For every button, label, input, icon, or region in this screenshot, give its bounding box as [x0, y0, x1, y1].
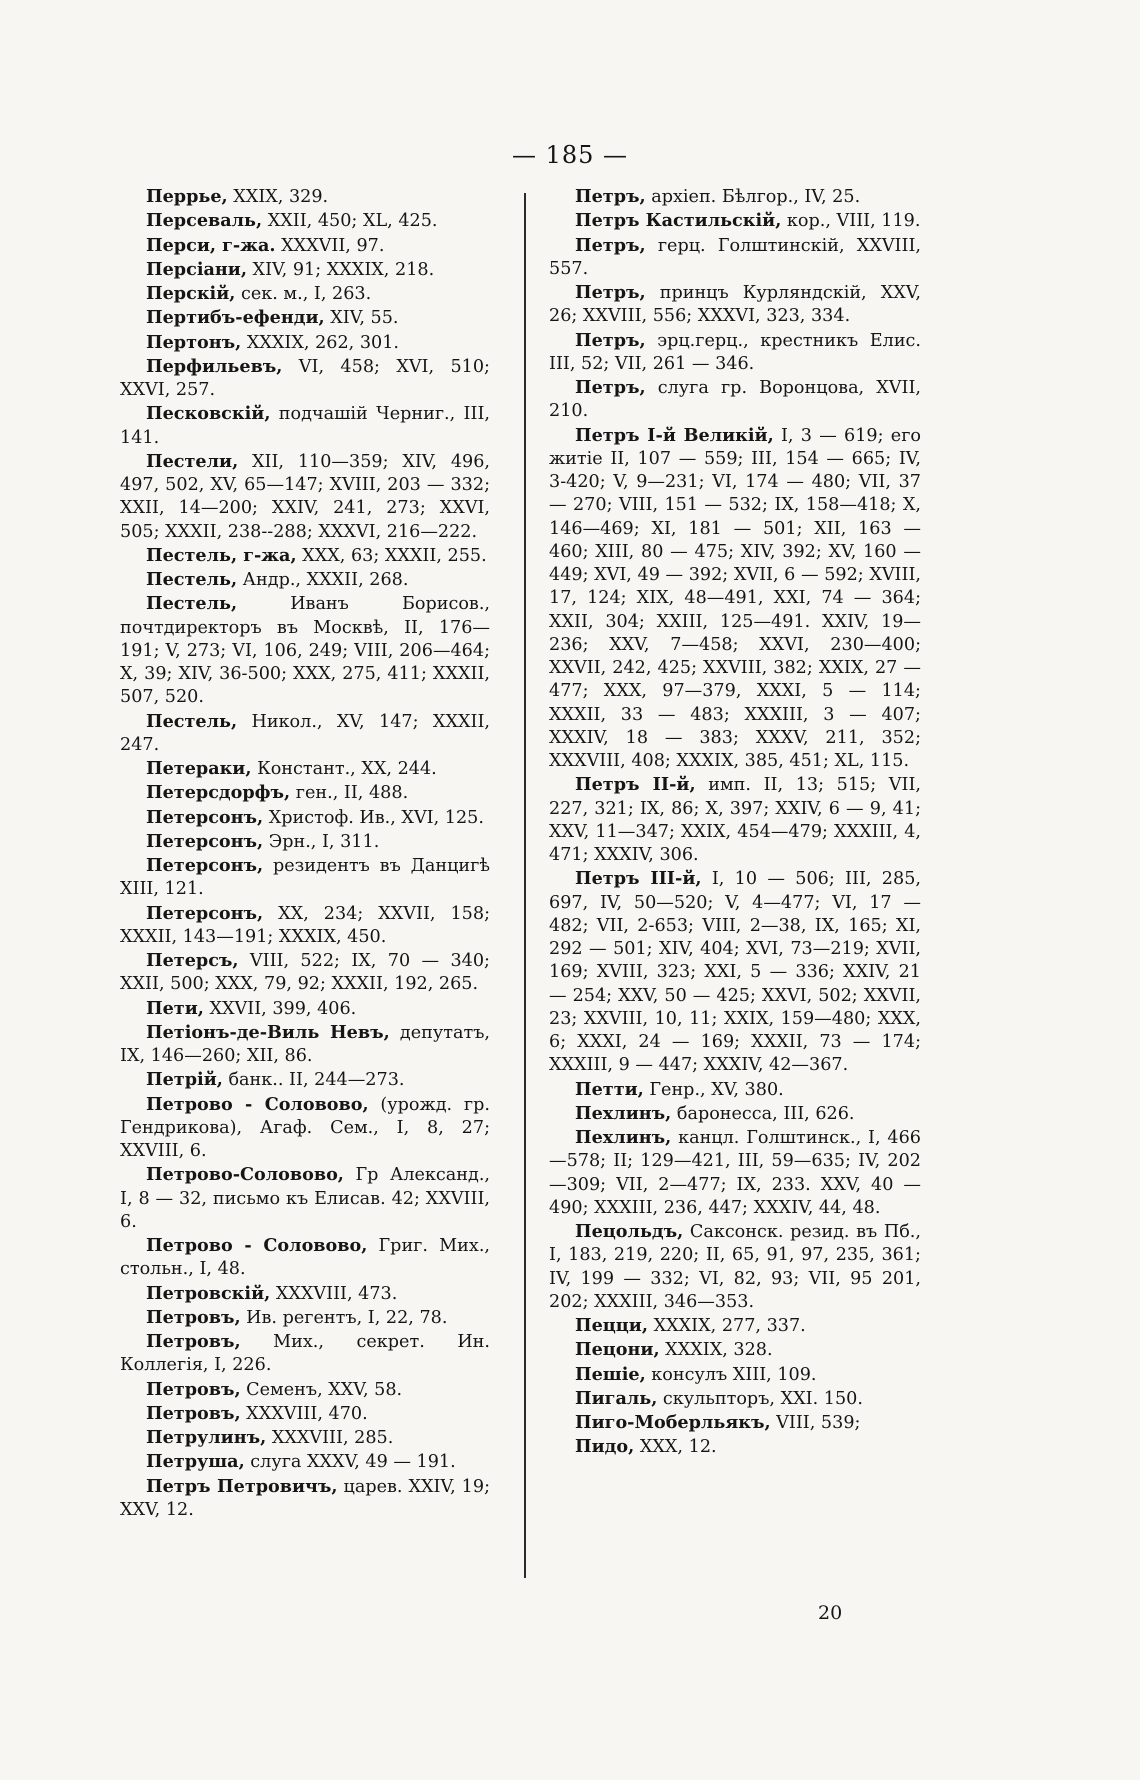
- entry-references: слуга гр. Воронцова, XVII, 210.: [549, 378, 921, 422]
- entry-references: Гр Александ., I, 8 — 32, письмо къ Елисав. 42; XXVIII, 6.: [120, 1165, 490, 1232]
- entry-references: архіеп. Бѣлгор., IV, 25.: [645, 187, 861, 207]
- entry-headword: Петръ,: [575, 234, 646, 256]
- entry-headword: Петрово - Соловово,: [146, 1235, 368, 1256]
- entry-references: Семенъ, XXV, 58.: [240, 1379, 403, 1400]
- entry-headword: Петровъ,: [146, 1331, 241, 1352]
- column-divider: [524, 193, 526, 1578]
- index-entry: [549, 424, 921, 774]
- entry-headword: Петерсдорфъ,: [146, 782, 291, 804]
- entry-references: XX, 234; XXVII, 158; XXXII, 143—191; XXXIX, 450.: [120, 903, 490, 947]
- entry-references: I, 3 — 619; его житіе II, 107 — 559; III, 154 — 665; IV, 3-420; V, 9—231; VI, 174 — 480; VII, 37 — 270; VIII, 151 — 532; IX, 158—418; X, 146—469; XI, 181 — 501; XII, 163 — 460; XIII, 80 — 475; XIV, 392; XV, 160 — 449; XVI, 49 — 392; XVII, 6 — 592; XVIII, 17, 124; XIX, 48—491, XXI, 74 — 364; XXII, 304; XXIII, 125—491. XXIV, 19—236; XXV, 7—458; XXVI, 230—400; XXVII, 242, 425; XXVIII, 382; XXIX, 27 — 477; XXX, 97—379, XXXI, 5 — 114; XXXII, 33 — 483; XXXIII, 3 — 407; XXXIV, 18 — 383; XXXV, 211, 352; XXXVIII, 408; XXXIX, 385, 451; XL, 115.: [549, 425, 922, 771]
- index-entry: [120, 1450, 490, 1474]
- entry-references: XIV, 91; XXXIX, 218.: [246, 259, 435, 280]
- index-entry: [549, 1314, 921, 1338]
- entry-headword: Персеваль,: [146, 210, 263, 232]
- index-entry: [549, 867, 921, 1077]
- index-entry: [549, 185, 921, 209]
- index-entry: [549, 1078, 921, 1102]
- entry-headword: Петерсонъ,: [146, 806, 264, 828]
- entry-references: принцъ Курляндскій, XXV, 26; XXVIII, 556; XXXVI, 323, 334.: [549, 283, 921, 327]
- index-entry: [120, 854, 490, 902]
- index-entry: [120, 1068, 490, 1092]
- entry-references: консулъ XIII, 109.: [645, 1364, 817, 1385]
- entry-references: XXXVII, 97.: [275, 235, 385, 256]
- index-entry: [120, 185, 490, 209]
- entry-references: банк.. II, 244—273.: [222, 1070, 405, 1091]
- entry-references: слуга XXXV, 49 — 191.: [244, 1452, 456, 1473]
- index-entry: [120, 1234, 490, 1282]
- index-entry: [120, 1475, 490, 1523]
- entry-headword: Петръ,: [575, 186, 646, 207]
- entry-headword: Петровъ,: [146, 1378, 241, 1400]
- entry-headword: Петіонъ-де-Виль Невъ,: [146, 1021, 390, 1043]
- entry-headword: Петруша,: [146, 1451, 245, 1473]
- entry-headword: Пецольдъ,: [575, 1221, 684, 1242]
- entry-references: эрц.герц., крестникъ Елис. III, 52; VII, 261 — 346.: [549, 330, 921, 374]
- entry-references: ген., II, 488.: [290, 783, 409, 804]
- entry-references: скульпторъ, XXI. 150.: [657, 1388, 863, 1409]
- entry-references: герц. Голштинскій, XXVIII, 557.: [549, 235, 921, 279]
- entry-headword: Перскій,: [146, 283, 236, 304]
- index-entry: [549, 329, 921, 377]
- index-entry: [120, 282, 490, 306]
- entry-headword: Петерсъ,: [146, 950, 239, 971]
- entry-headword: Петрово-Соловово,: [146, 1164, 344, 1186]
- entry-headword: Петти,: [575, 1078, 644, 1100]
- entry-references: Констант., XX, 244.: [251, 759, 437, 779]
- entry-references: VIII, 522; IX, 70 — 340; XXII, 500; XXX, 79, 92; XXXII, 192, 265.: [120, 951, 490, 995]
- entry-headword: Петръ,: [575, 329, 646, 351]
- index-entry: [120, 806, 490, 830]
- entry-headword: Перрье,: [146, 186, 228, 207]
- entry-references: XII, 110—359; XIV, 496, 497, 502, XV, 65—147; XVIII, 203 — 332; XXII, 14—200; XXIV, 241, 273; XXVI, 505; XXXII, 238--288; XXXVI, 216—222.: [120, 451, 490, 542]
- entry-headword: Петръ Петровичъ,: [146, 1475, 338, 1497]
- entry-references: баронесса, III, 626.: [671, 1103, 855, 1124]
- entry-headword: Перфильевъ,: [146, 355, 283, 377]
- entry-headword: Петровскій,: [146, 1282, 271, 1304]
- index-entry: [549, 209, 921, 233]
- entry-headword: Петрулинъ,: [146, 1427, 267, 1448]
- index-entry: [549, 234, 921, 282]
- entry-references: XXXIX, 262, 301.: [241, 332, 400, 353]
- entry-headword: Пестель,: [146, 593, 238, 615]
- index-entry: [120, 1330, 490, 1378]
- entry-headword: Пецони,: [575, 1339, 660, 1361]
- entry-references: царев. XXIV, 19; XXV, 12.: [120, 1476, 490, 1520]
- entry-references: (урожд. гр. Гендрикова), Агаф. Сем., I, 8, 27; XXVIII, 6.: [120, 1094, 490, 1161]
- signature-mark: 20: [818, 1602, 843, 1624]
- entry-references: Христоф. Ив., XVI, 125.: [263, 807, 484, 828]
- entry-headword: Пецци,: [575, 1315, 648, 1336]
- entry-references: канцл. Голштинск., I, 466—578; II; 129—421, III, 59—635; IV, 202—309; VII, 2—477; IX, 233. XXV, 40 — 490; XXXIII, 236, 447; XXXIV, 44, 48.: [549, 1128, 921, 1218]
- entry-references: подчашій Черниг., III, 141.: [120, 404, 490, 448]
- index-entry: [120, 1093, 490, 1164]
- index-entry: [549, 1435, 921, 1459]
- index-entry: [120, 234, 490, 258]
- entry-references: кор., VIII, 119.: [781, 211, 921, 232]
- index-entry: [549, 376, 921, 424]
- entry-references: XIV, 55.: [324, 308, 399, 329]
- index-entry: [120, 331, 490, 355]
- entry-headword: Пертонъ,: [146, 331, 242, 353]
- index-entry: [120, 1378, 490, 1402]
- index-entry: [549, 1220, 921, 1314]
- entry-headword: Петераки,: [146, 758, 252, 779]
- index-entry: [549, 1411, 921, 1435]
- entry-headword: Пиго-Моберльякъ,: [575, 1412, 771, 1433]
- entry-headword: Петерсонъ,: [146, 855, 264, 876]
- index-entry: [120, 402, 490, 450]
- entry-headword: Петровъ,: [146, 1402, 241, 1424]
- entry-headword: Пехлинъ,: [575, 1102, 672, 1124]
- entry-references: депутатъ, IX, 146—260; XII, 86.: [120, 1022, 490, 1066]
- entry-headword: Пидо,: [575, 1436, 635, 1458]
- entry-headword: Пестель,: [146, 710, 238, 732]
- index-entry: [120, 1021, 490, 1069]
- entry-references: XXX, 12.: [634, 1437, 717, 1458]
- entry-headword: Пестель, г-жа,: [146, 544, 297, 566]
- entry-headword: Петерсонъ,: [146, 830, 264, 852]
- entry-headword: Пигаль,: [575, 1387, 658, 1409]
- entry-headword: Петрово - Соловово,: [146, 1093, 369, 1115]
- entry-headword: Петровъ,: [146, 1306, 241, 1328]
- entry-references: I, 10 — 506; III, 285, 697, IV, 50—520; V, 4—477; VI, 17 — 482; VII, 2-653; VIII, 2—38, IX, 165; XI, 292 — 501; XIV, 404; XVI, 73—219; XVII, 169; XVIII, 323; XXI, 5 — 336; XXIV, 21 — 254; XXV, 50 — 425; XXVI, 502; XXVII, 23; XXVIII, 10, 11; XXIX, 159—480; XXX, 6; XXXI, 24 — 169; XXXII, 73 — 174; XXXIII, 9 — 447; XXXIV, 42—367.: [549, 869, 921, 1076]
- entry-references: Генр., XV, 380.: [643, 1079, 784, 1100]
- entry-references: Никол., XV, 147; XXXII, 247.: [120, 711, 490, 755]
- entry-headword: Пестель,: [146, 569, 238, 590]
- page-number: — 185 —: [511, 141, 629, 169]
- index-entry: [120, 258, 490, 282]
- index-entry: [120, 1402, 490, 1426]
- index-entry: [120, 1426, 490, 1450]
- index-entry: [120, 450, 490, 544]
- entry-headword: Песковскій,: [146, 403, 271, 425]
- entry-references: XXXVIII, 285.: [266, 1428, 394, 1448]
- entry-references: XXXIX, 277, 337.: [647, 1316, 806, 1336]
- entry-headword: Петръ III-й,: [575, 868, 702, 890]
- left-column: [120, 185, 490, 1522]
- index-entry: [120, 592, 490, 709]
- entry-references: Григ. Мих., стольн., I, 48.: [120, 1236, 491, 1280]
- entry-headword: Петръ I-й Великій,: [575, 424, 774, 446]
- index-entry: [120, 1163, 490, 1234]
- entry-headword: Петръ II-й,: [575, 774, 696, 796]
- index-entry: [120, 781, 490, 805]
- entry-headword: Петръ Кастильскій,: [575, 210, 782, 232]
- entry-references: Мих., секрет. Ин. Коллегія, I, 226.: [120, 1332, 490, 1376]
- index-entry: [120, 997, 490, 1021]
- index-entry: [549, 1338, 921, 1362]
- index-entry: [120, 355, 490, 403]
- entry-references: XXXVIII, 473.: [270, 1283, 398, 1304]
- entry-references: XXIX, 329.: [227, 187, 329, 207]
- entry-references: Ив. регентъ, I, 22, 78.: [240, 1307, 448, 1328]
- index-entry: [549, 1102, 921, 1126]
- entry-headword: Пети,: [146, 997, 204, 1019]
- index-entry: [120, 757, 490, 781]
- index-entry: [120, 209, 490, 233]
- index-entry: [120, 902, 490, 950]
- index-entry: [120, 1306, 490, 1330]
- index-entry: [549, 773, 921, 867]
- index-entry: [120, 1282, 490, 1306]
- entry-references: XXXVIII, 470.: [240, 1403, 368, 1424]
- index-entry: [549, 1387, 921, 1411]
- entry-references: XXXIX, 328.: [659, 1340, 773, 1361]
- entry-headword: Персіани,: [146, 258, 247, 280]
- entry-headword: Пестели,: [146, 450, 239, 472]
- entry-references: резидентъ въ Данцигѣ XIII, 121.: [120, 856, 490, 900]
- entry-headword: Петерсонъ,: [146, 902, 264, 924]
- index-entry: [549, 1126, 921, 1220]
- entry-headword: Петръ,: [575, 377, 646, 398]
- entry-headword: Петръ,: [575, 282, 646, 303]
- index-entry: [120, 544, 490, 568]
- entry-references: имп. II, 13; 515; VII, 227, 321; IX, 86; X, 397; XXIV, 6 — 9, 41; XXV, 11—347; XXIX, 454—479; XXXIII, 4, 471; XXXIV, 306.: [549, 775, 921, 865]
- entry-headword: Пешіе,: [575, 1363, 646, 1385]
- index-entry: [120, 949, 490, 997]
- entry-references: VIII, 539;: [770, 1413, 861, 1433]
- index-entry: [120, 710, 490, 758]
- entry-references: XXII, 450; XL, 425.: [262, 211, 438, 232]
- index-entry: [120, 306, 490, 330]
- entry-headword: Перси, г-жа.: [146, 234, 276, 256]
- entry-references: XXVII, 399, 406.: [203, 998, 357, 1019]
- entry-headword: Пертибъ-ефенди,: [146, 307, 325, 329]
- entry-references: Андр., XXXII, 268.: [237, 570, 409, 590]
- entry-references: Саксонск. резид. въ Пб., I, 183, 219, 220; II, 65, 91, 97, 235, 361; IV, 199 — 332; VI, 82, 93; VII, 95 201, 202; XXXIII, 346—353.: [549, 1222, 921, 1312]
- entry-references: XXX, 63; XXXII, 255.: [296, 545, 487, 566]
- index-entry: [120, 830, 490, 854]
- entry-headword: Петрій,: [146, 1069, 223, 1091]
- index-entry: [549, 1363, 921, 1387]
- entry-references: VI, 458; XVI, 510; XXVI, 257.: [120, 356, 490, 400]
- entry-references: Эрн., I, 311.: [263, 831, 380, 852]
- entry-headword: Пехлинъ,: [575, 1127, 672, 1148]
- entry-references: Иванъ Борисов., почтдиректоръ въ Москвѣ, II, 176—191; V, 273; VI, 106, 249; VIII, 206—464; X, 39; XIV, 36-500; XXX, 275, 411; XXXII, 507, 520.: [120, 594, 490, 708]
- right-column: [549, 185, 921, 1460]
- index-entry: [120, 568, 490, 592]
- entry-references: сек. м., I, 263.: [235, 284, 372, 304]
- index-entry: [549, 281, 921, 329]
